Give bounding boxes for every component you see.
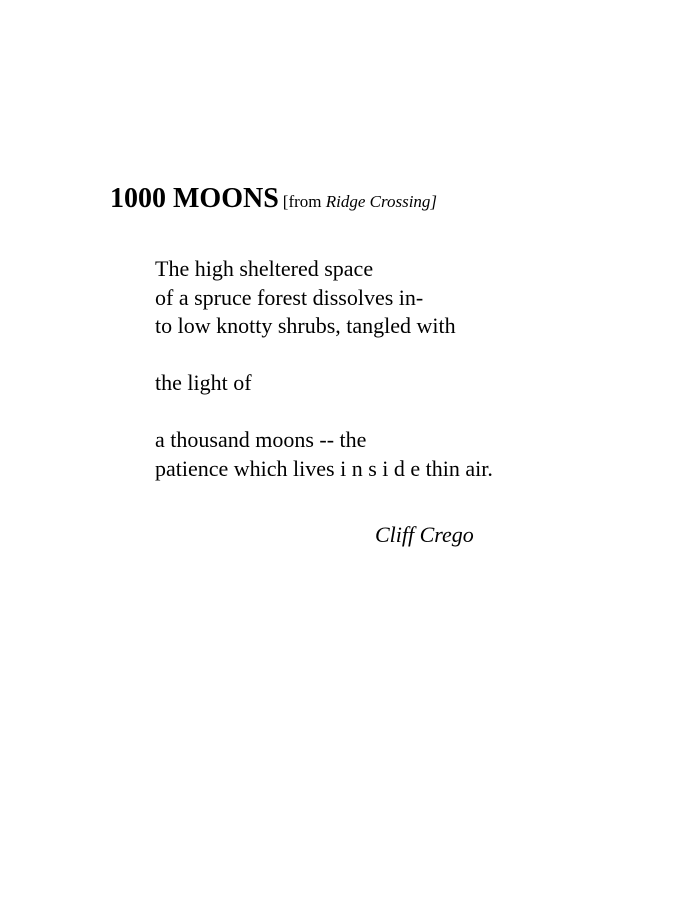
source-prefix: [from <box>282 192 326 211</box>
poem-title <box>110 183 437 215</box>
title-main: 1000 MOONS <box>110 183 279 214</box>
poem-line: The high sheltered space <box>155 256 374 281</box>
poem-line: to low knotty shrubs, tangled with <box>155 313 456 338</box>
poem-line: patience which lives i n s i d e thin air. <box>155 455 493 481</box>
poem-line: of a spruce forest dissolves in- <box>155 284 424 310</box>
poem-line: the light of <box>155 370 252 395</box>
poem-body <box>155 255 493 483</box>
author: Cliff Crego <box>375 522 474 547</box>
source-title: Ridge Crossing] <box>325 192 438 211</box>
title-source <box>283 192 437 211</box>
poem-line: a thousand moons -- the <box>155 427 367 452</box>
